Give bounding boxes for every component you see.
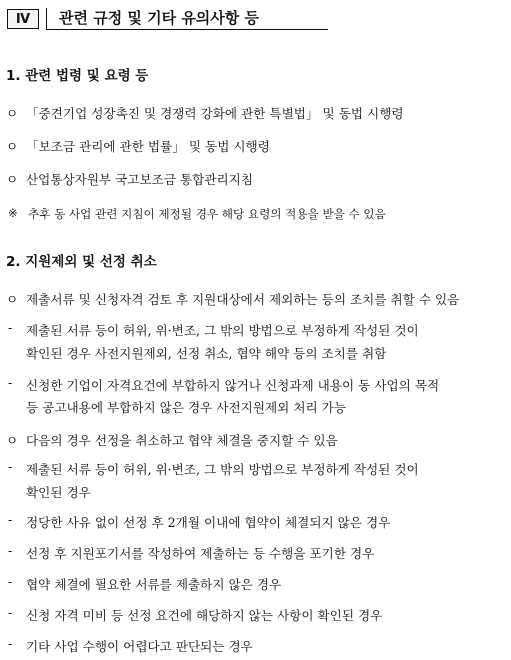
dash-marker: - xyxy=(8,512,13,527)
note-text: 추후 동 사업 관련 지침이 제정될 경우 해당 요령의 적용을 받을 수 있음 xyxy=(28,207,386,221)
sub-item-ineligible-line1: 신청한 기업이 자격요건에 부합하지 않거나 신청과제 내용이 동 사업의 목적 xyxy=(26,378,440,393)
note-mark: ※ xyxy=(8,206,18,220)
bullet-marker: ㅇ xyxy=(6,433,19,448)
dash-marker: - xyxy=(8,543,13,558)
bullet-marker: ㅇ xyxy=(6,106,19,121)
sub-item-abandonment: 선정 후 지원포기서를 작성하여 제출하는 등 수행을 포기한 경우 xyxy=(26,546,375,561)
sub-item-cancel-false-line1: 제출된 서류 등이 허위, 위·변조, 그 밖의 방법으로 부정하게 작성된 것이 xyxy=(26,462,419,477)
sub-item-no-agreement: 정당한 사유 없이 선정 후 2개월 이내에 협약이 체결되지 않은 경우 xyxy=(26,515,391,530)
sub-item-cancel-false-line2: 확인된 경우 xyxy=(26,485,91,500)
dash-marker: - xyxy=(8,605,13,620)
sub-item-missing-docs: 협약 체결에 필요한 서류를 제출하지 않은 경우 xyxy=(26,577,282,592)
bullet-marker: ㅇ xyxy=(6,172,19,187)
page-title: 관련 규정 및 기타 유의사항 등 xyxy=(46,8,328,30)
list-item-law-2: 「보조금 관리에 관한 법률」 및 동법 시행령 xyxy=(26,139,270,154)
list-item-cancellation: 다음의 경우 선정을 취소하고 협약 체결을 중지할 수 있음 xyxy=(26,433,338,448)
dash-marker: - xyxy=(8,459,13,474)
sub-item-other: 기타 사업 수행이 어렵다고 판단되는 경우 xyxy=(26,639,253,654)
list-item-law-1: 「중견기업 성장촉진 및 경쟁력 강화에 관한 특별법」 및 동법 시행령 xyxy=(26,106,404,121)
dash-marker: - xyxy=(8,574,13,589)
bullet-marker: ㅇ xyxy=(6,139,19,154)
section-number-badge: Ⅳ xyxy=(7,9,39,29)
sub-item-ineligible-line2: 등 공고내용에 부합하지 않은 경우 사전지원제외 처리 가능 xyxy=(26,400,346,415)
sub-item-false-docs-line2: 확인된 경우 사전지원제외, 선정 취소, 협약 해약 등의 조치를 취함 xyxy=(26,346,387,361)
dash-marker: - xyxy=(8,320,13,335)
list-item-exclusion-review: 제출서류 및 신청자격 검토 후 지원대상에서 제외하는 등의 조치를 취할 수 있음 xyxy=(26,292,460,307)
sub-item-false-docs-line1: 제출된 서류 등이 허위, 위·변조, 그 밖의 방법으로 부정하게 작성된 것이 xyxy=(26,323,419,338)
dash-marker: - xyxy=(8,636,13,651)
section-heading-laws: 1. 관련 법령 및 요령 등 xyxy=(6,68,149,84)
sub-item-requirements-unmet: 신청 자격 미비 등 선정 요건에 해당하지 않는 사항이 확인된 경우 xyxy=(26,608,383,623)
dash-marker: - xyxy=(8,375,13,390)
list-item-law-3: 산업통상자원부 국고보조금 통합관리지침 xyxy=(26,172,253,187)
section-heading-exclusion: 2. 지원제외 및 선정 취소 xyxy=(6,254,157,270)
bullet-marker: ㅇ xyxy=(6,292,19,307)
